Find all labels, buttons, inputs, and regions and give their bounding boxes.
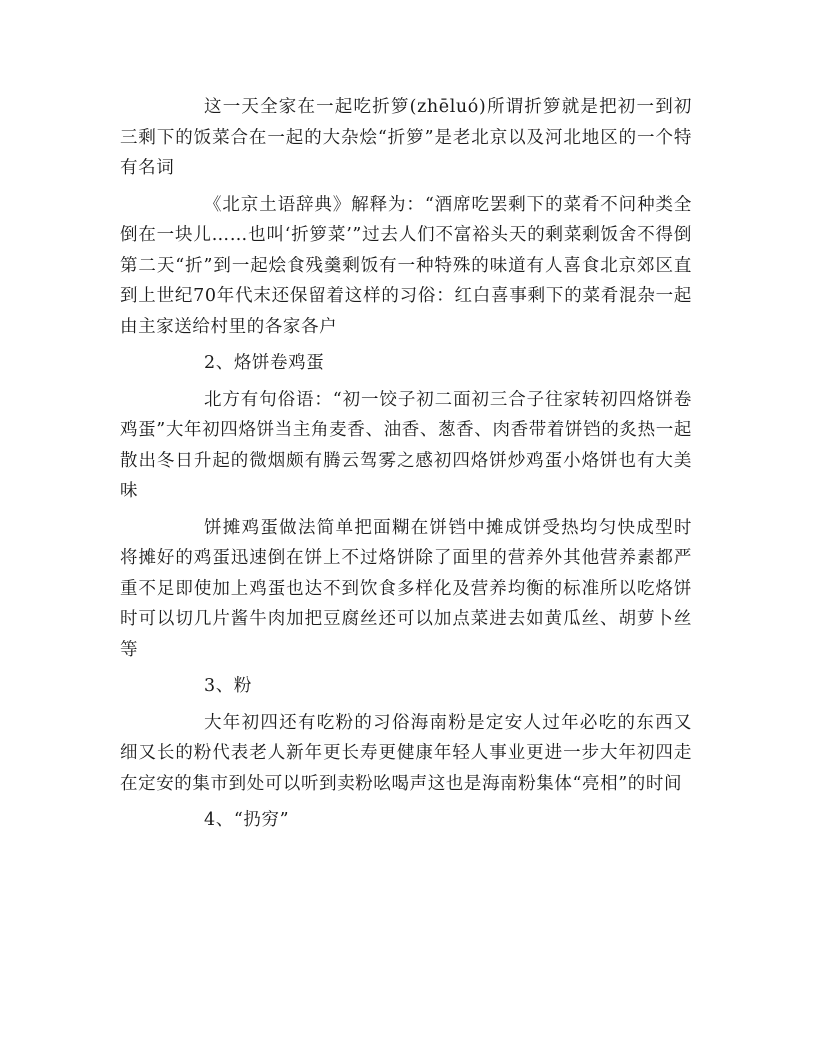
paragraph-proverb: 北方有句俗语：“初一饺子初二面初三合子往家转初四烙饼卷鸡蛋”大年初四烙饼当主角麦香、油香、葱香、肉香带着饼铛的炙热一起散出冬日升起的微烟颇有腾云驾雾之感初四烙饼炒鸡蛋小烙饼也有大美味 [120,389,692,501]
paragraph-recipe: 饼摊鸡蛋做法简单把面糊在饼铛中摊成饼受热均匀快成型时将摊好的鸡蛋迅速倒在饼上不过烙饼除了面里的营养外其他营养素都严重不足即使加上鸡蛋也达不到饮食多样化及营养均衡的标准所以吃烙饼时可以切几片酱牛肉加把豆腐丝还可以加点菜进去如黄瓜丝、胡萝卜丝等 [120,517,692,660]
section-heading-rengqiong: 4、“扔穷” [204,810,290,830]
paragraph-zheluo: 这一天全家在一起吃折箩(zhēluó)所谓折箩就是把初一到初三剩下的饭菜合在一起的大杂烩“折箩”是老北京以及河北地区的一个特有名词 [120,97,692,178]
paragraph-hainan-fen: 大年初四还有吃粉的习俗海南粉是定安人过年必吃的东西又细又长的粉代表老人新年更长寿更健康年轻人事业更进一步大年初四走在定安的集市到处可以听到卖粉吆喝声这也是海南粉集体“亮相”的时间 [120,712,692,794]
document-body [120,92,692,836]
section-heading-fen: 3、粉 [204,676,252,696]
section-heading-laobing: 2、烙饼卷鸡蛋 [204,353,325,373]
paragraph-dictionary-quote: 《北京土语辞典》解释为：“酒席吃罢剩下的菜肴不问种类全倒在一块儿……也叫‘折箩菜’”过去人们不富裕头天的剩菜剩饭舍不得倒第二天“折”到一起烩食残羹剩饭有一种特殊的味道有人喜食北京郊区直到上世纪70年代末还保留着这样的习俗：红白喜事剩下的菜肴混杂一起由主家送给村里的各家各户 [120,194,692,337]
